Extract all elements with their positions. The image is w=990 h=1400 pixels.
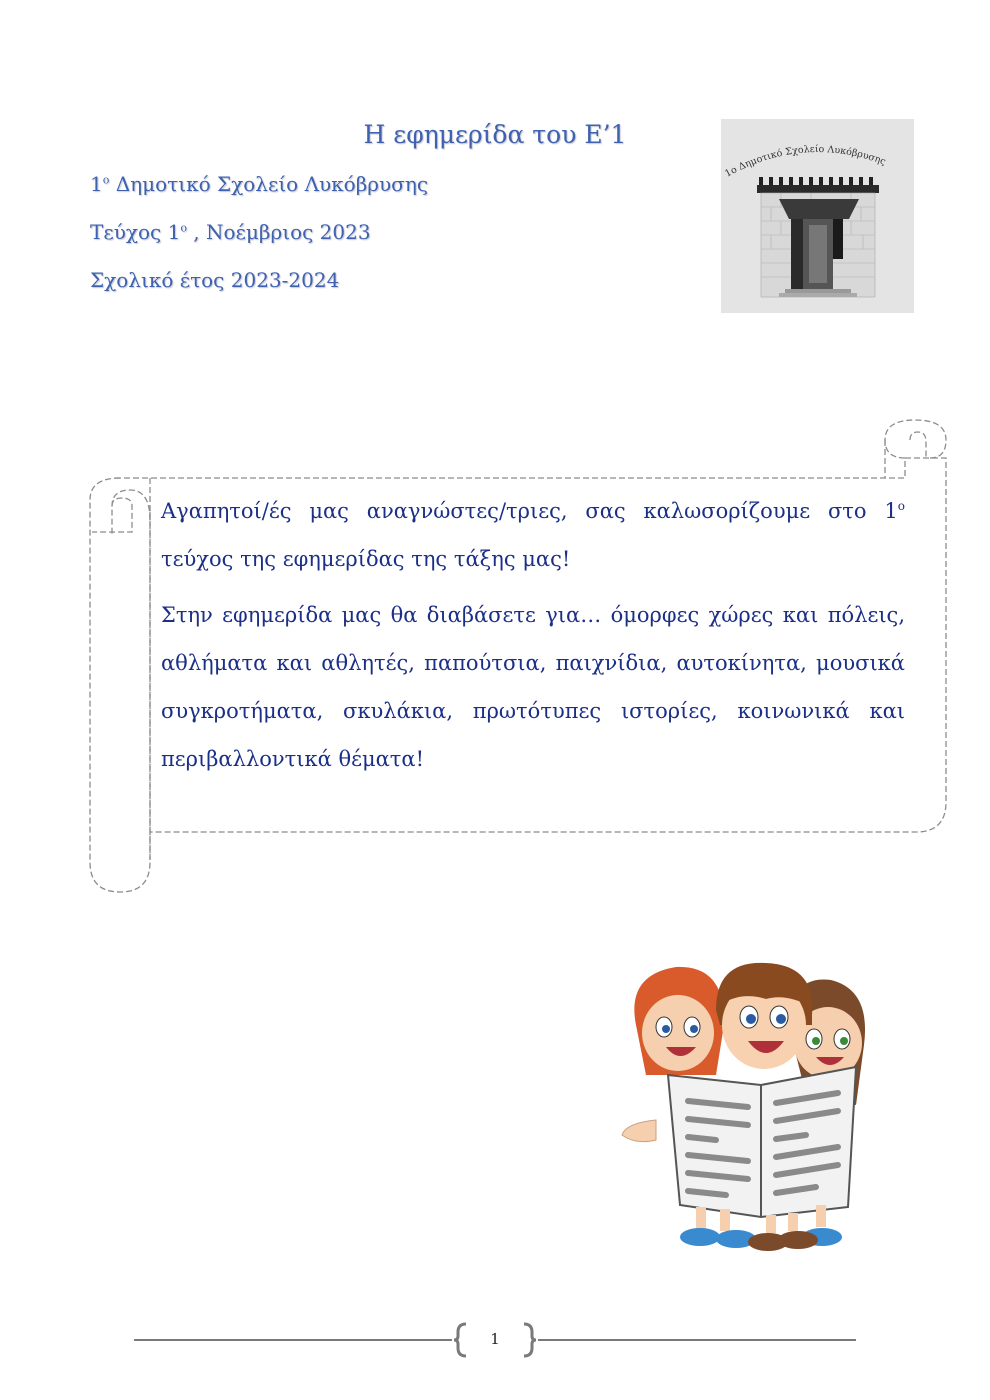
welcome-text-block <box>161 482 905 791</box>
school-name: $1^o$ Δημοτικό Σχολείο Λυκόβρυσης <box>90 172 429 196</box>
welcome-paragraph: Αγαπητοί/ές μας αναγνώστες/τριες, σας καλωσορίζουμε στο $1^o$ τεύχος της εφημερίδας της τάξης μας! <box>161 499 905 571</box>
page-number: 1 <box>490 1330 500 1348</box>
logo-arc-text: 1ο Δημοτικό Σχολείο Λυκόβρυσης <box>723 143 888 180</box>
school-logo <box>721 119 914 313</box>
issue-line: Τεύχος $1^o$ , Νοέμβριος 2023 <box>90 220 371 244</box>
kids-reading-newspaper-illustration <box>616 955 886 1255</box>
contents-paragraph: Στην εφημερίδα μας θα διαβάσετε για… όμορφες χώρες και πόλεις, αθλήματα και αθλητές, παπούτσια, παιχνίδια, αυτοκίνητα, μουσικά συγκροτήματα, σκυλάκια, πρωτότυπες ιστορίες, κοινωνικά και περιβαλλοντικά θέματα! <box>161 603 905 771</box>
school-year: Σχολικό έτος 2023-2024 <box>90 268 340 292</box>
newspaper-title: Η εφημερίδα του Ε’1 <box>363 120 627 149</box>
